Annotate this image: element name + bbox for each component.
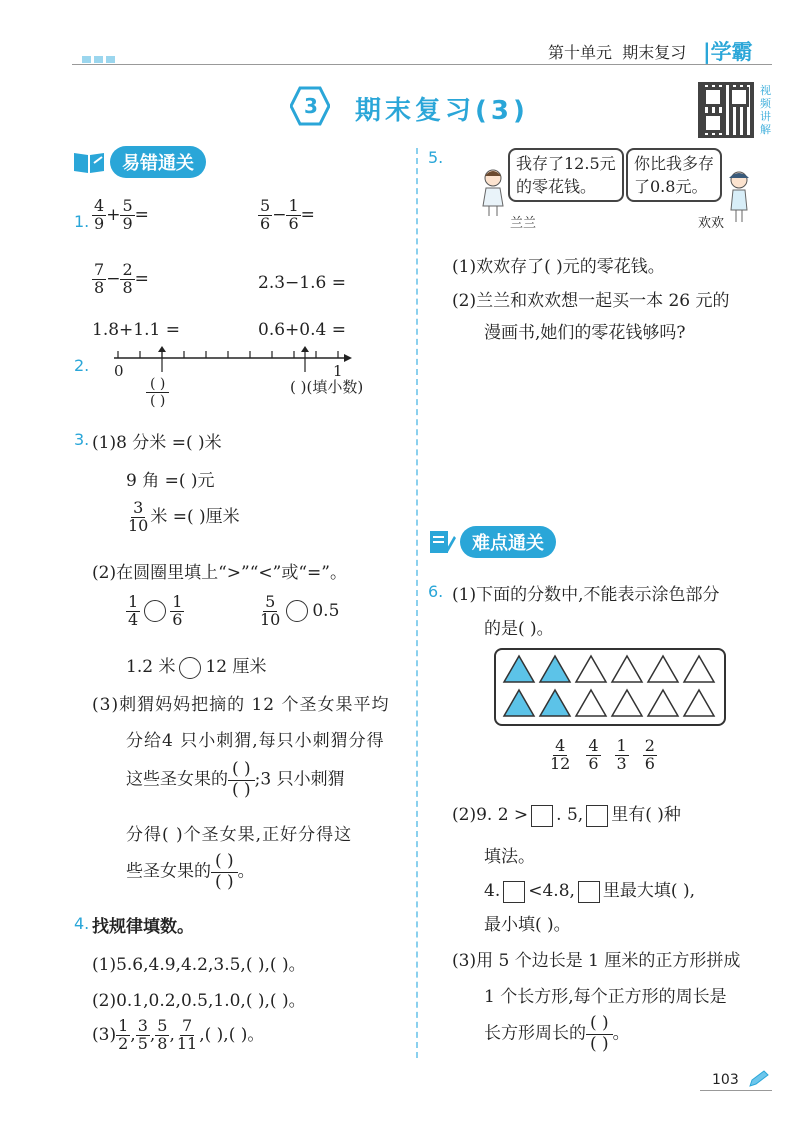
speech-bubble-huanhuan: 你比我多存 了0.8元。: [626, 148, 722, 202]
shaded-triangle: [504, 690, 534, 716]
compare-circle[interactable]: [144, 600, 166, 622]
q3-p1b: 9 角 =( )元: [126, 471, 215, 491]
section-difficult: 难点通关: [428, 526, 556, 561]
q6-p2-l2: 填法。: [484, 847, 535, 867]
title-number-badge: 3: [290, 86, 330, 126]
qr-code[interactable]: [698, 82, 754, 138]
q3-p3-l3: 这些圣女果的 $\frac{( )}{( )}$ ;3 只小刺猬: [126, 759, 345, 800]
q2-frac-blank: $\frac{( )}{( )}$: [146, 376, 169, 409]
header-unit: 第十单元 期末复习: [548, 43, 687, 62]
triangle: [612, 690, 642, 716]
number-line-zero: 0: [114, 362, 124, 380]
q5-p1: (1)欢欢存了( )元的零花钱。: [452, 257, 665, 277]
book-icon: [72, 149, 106, 180]
page-title: 期末复习(3): [355, 96, 529, 126]
digit-box[interactable]: [586, 805, 608, 827]
header-brand: |学霸: [703, 40, 753, 64]
q5-number: 5.: [428, 148, 444, 167]
q3-p1: (1)8 分米 =( )米: [92, 433, 222, 453]
name-lanlan: 兰兰: [510, 216, 537, 231]
speech-bubble-lanlan: 我存了12.5元 的零花钱。: [508, 148, 624, 202]
q1-d: 2.3−1.6 =: [258, 273, 346, 293]
q3-p2: (2)在圆圈里填上“>”“<”或“=”。: [92, 563, 347, 583]
q4-number: 4.: [74, 914, 90, 933]
q3-number: 3.: [74, 430, 90, 449]
name-huanhuan: 欢欢: [698, 216, 725, 231]
q6-options: $\frac{4}{12}$ $\frac{4}{6}$ $\frac{1}{3}$ $\frac{2}{6}$: [550, 736, 655, 773]
shaded-triangle: [504, 656, 534, 682]
triangle: [648, 656, 678, 682]
q1-a: $\frac{4}{9}$ + $\frac{5}{9}$ =: [94, 196, 149, 233]
q5-p2-l1: (2)兰兰和欢欢想一起买一本 26 元的: [452, 291, 730, 311]
q1-f: 0.6+0.4 =: [258, 320, 346, 340]
header-rule: [72, 64, 772, 65]
q6-p1-l2: 的是( )。: [484, 619, 554, 639]
page-number: 103: [712, 1072, 739, 1088]
q3-compare2: $\frac{5}{10}$ 0.5: [260, 592, 340, 629]
pencil-note-icon: [428, 528, 456, 561]
q3-p3-l1: (3)刺猬妈妈把摘的 12 个圣女果平均: [92, 695, 390, 715]
q3-p3-l2: 分给4 只小刺猬,每只小刺猬分得: [126, 731, 385, 751]
q6-p2-l1: (2)9. 2 > . 5, 里有( )种: [452, 805, 681, 825]
q4-title: 找规律填数。: [92, 917, 194, 937]
q3-compare1: $\frac{1}{4}$ $\frac{1}{6}$: [128, 592, 183, 629]
qr-label: 视频讲解: [760, 84, 771, 136]
digit-box[interactable]: [578, 881, 600, 903]
q6-p2-l4: 最小填( )。: [484, 915, 571, 935]
triangle: [684, 656, 714, 682]
compare-circle[interactable]: [179, 657, 201, 679]
q4-p3: (3) $\frac{1}{2}$ , $\frac{3}{5}$ , $\frac{5}{8}$ , $\frac{7}{11}$ ,( ),( )。: [92, 1016, 265, 1053]
q4-p2: (2)0.1,0.2,0.5,1.0,( ),( )。: [92, 991, 306, 1011]
digit-box[interactable]: [503, 881, 525, 903]
q6-p3-l1: (3)用 5 个边长是 1 厘米的正方形拼成: [452, 951, 741, 971]
header-deco: [82, 48, 115, 68]
triangle: [612, 656, 642, 682]
q6-number: 6.: [428, 582, 444, 601]
q6-p2-l3: 4. <4.8, 里最大填( ),: [484, 881, 695, 901]
q1-b: $\frac{5}{6}$ − $\frac{1}{6}$ =: [260, 196, 315, 233]
triangle: [648, 690, 678, 716]
column-divider: [416, 148, 418, 1058]
q2-decimal-blank: ( )(填小数): [290, 378, 364, 396]
triangle: [684, 690, 714, 716]
triangle: [576, 656, 606, 682]
girl-lanlan-illustration: [478, 168, 508, 218]
q4-p1: (1)5.6,4.9,4.2,3.5,( ),( )。: [92, 955, 306, 975]
compare-circle[interactable]: [286, 600, 308, 622]
pencil-icon: [748, 1070, 770, 1088]
q3-p3-l5: 些圣女果的 $\frac{( )}{( )}$ 。: [126, 851, 255, 892]
q2-number: 2.: [74, 356, 90, 375]
q3-p3-l4: 分得( )个圣女果,正好分得这: [126, 825, 353, 845]
shaded-triangle: [540, 656, 570, 682]
q3-compare3: 1.2 米 12 厘米: [126, 657, 267, 677]
triangle-grid: [494, 648, 726, 726]
q3-p1c: $\frac{3}{10}$ 米 =( )厘米: [128, 498, 240, 535]
girl-huanhuan-illustration: [724, 170, 754, 225]
section-easy-mistakes: 易错通关: [72, 146, 206, 180]
footer-rule: [700, 1090, 772, 1091]
q1-c: $\frac{7}{8}$ − $\frac{2}{8}$ =: [94, 260, 149, 297]
q1-e: 1.8+1.1 =: [92, 320, 180, 340]
q6-p3-l2: 1 个长方形,每个正方形的周长是: [484, 987, 727, 1007]
number-line: [108, 346, 353, 376]
digit-box[interactable]: [531, 805, 553, 827]
triangle: [576, 690, 606, 716]
number-line-one: 1: [333, 362, 343, 380]
q5-p2-l2: 漫画书,她们的零花钱够吗?: [484, 323, 686, 343]
q1-number: 1.: [74, 212, 90, 231]
q6-p3-l3: 长方形周长的 $\frac{( )}{( )}$ 。: [484, 1013, 630, 1054]
q6-p1-l1: (1)下面的分数中,不能表示涂色部分: [452, 585, 720, 605]
shaded-triangle: [540, 690, 570, 716]
